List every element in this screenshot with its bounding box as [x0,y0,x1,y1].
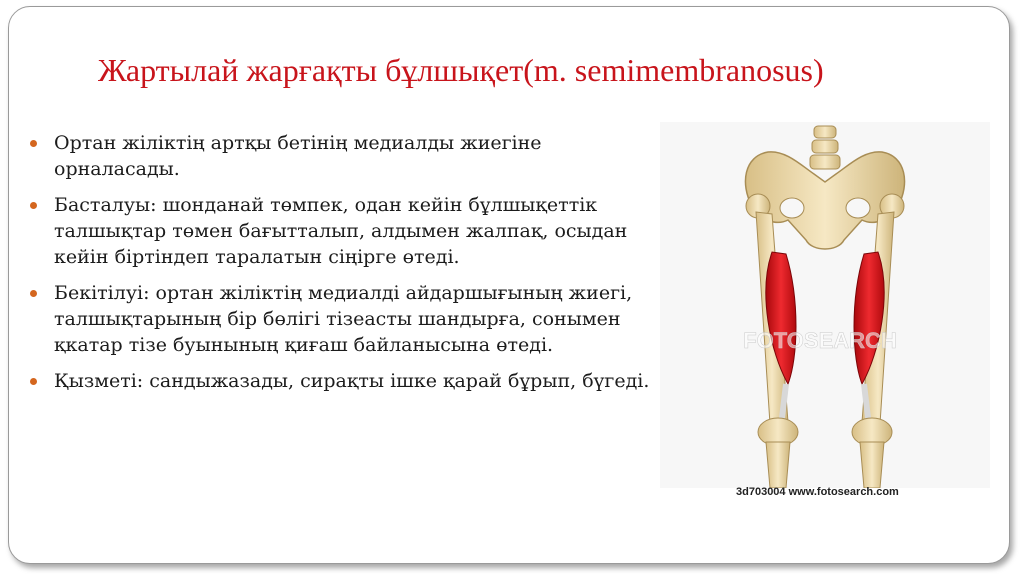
bullet-marker [30,140,37,147]
tibia-right [860,442,884,488]
spine [810,126,840,169]
image-caption: 3d703004 www.fotosearch.com [736,486,899,498]
bullet-text: Қызметі: сандыжазады, сирақты ішке қарай бұрып, бүгеді. [54,370,650,392]
bullet-item [30,130,650,182]
bullet-text: Ортан жіліктің артқы бетінің медиалды жиегіне орналасады. [54,132,542,180]
anatomy-illustration [660,122,990,488]
tendon-right [864,384,868,418]
watermark-text: FOTOSEARCH [743,328,897,353]
figure-background [660,122,990,488]
bullet-item [30,192,650,270]
bullet-text: Бекітілуі: ортан жіліктің медиалді айдаршығының жиегі, талшықтарының бір бөлігі тізеасты шандырға, сонымен қкатар тізе буынының қиғаш байланысына өтеді. [54,282,633,356]
bullet-marker [30,290,37,297]
bullet-marker [30,378,37,385]
obturator-foramen-right [846,198,870,218]
slide-title: Жартылай жарғақты бұлшықет(m. semimembranosus) [98,52,824,88]
bullet-item [30,368,650,394]
obturator-foramen-left [780,198,804,218]
bullet-item [30,280,650,358]
bullet-text: Басталуы: шонданай төмпек, одан кейін бұлшықеттік талшықтар төмен бағытталып, алдымен жалпақ, осыдан кейін біртіндеп таралатын сіңірге өтеді. [54,194,628,268]
leg-anatomy-svg [660,122,990,488]
tendon-left [782,384,786,418]
tibia-left [766,442,790,488]
bullet-list [30,130,650,404]
bullet-marker [30,202,37,209]
